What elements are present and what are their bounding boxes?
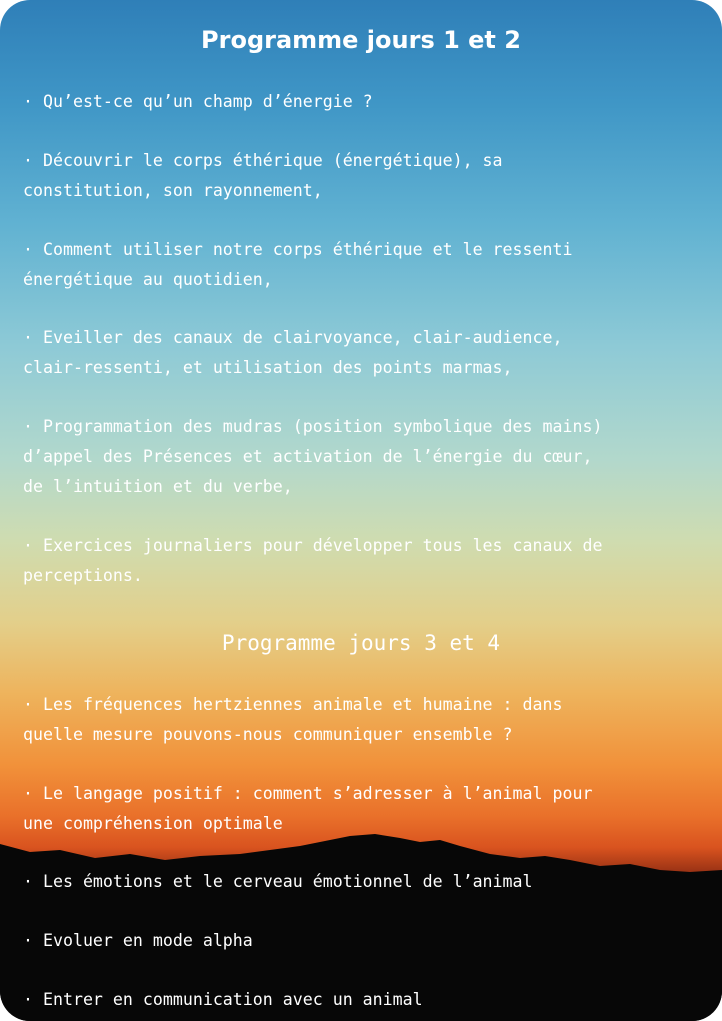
section1-item-2 bbox=[23, 146, 703, 206]
item-line: constitution, son rayonnement, bbox=[23, 181, 323, 200]
section2-title: Programme jours 3 et 4 bbox=[221, 631, 501, 655]
section2-item-4 bbox=[23, 926, 703, 956]
item-line: · Le langage positif : comment s’adresser à l’animal pour bbox=[23, 784, 593, 803]
item-line: perceptions. bbox=[23, 566, 143, 585]
item-line: quelle mesure pouvons-nous communiquer ensemble ? bbox=[23, 725, 513, 744]
item-line: une compréhension optimale bbox=[23, 814, 283, 833]
section1-item-6 bbox=[23, 531, 703, 591]
section2-item-5 bbox=[23, 985, 703, 1015]
item-line: · Qu’est-ce qu’un champ d’énergie ? bbox=[23, 92, 373, 111]
item-line: · Exercices journaliers pour développer tous les canaux de bbox=[23, 536, 603, 555]
section2-item-3 bbox=[23, 867, 703, 897]
item-line: clair-ressenti, et utilisation des points marmas, bbox=[23, 358, 513, 377]
section1-item-5 bbox=[23, 412, 703, 502]
section1-item-4 bbox=[23, 323, 703, 383]
section2-item-1 bbox=[23, 690, 703, 750]
item-line: de l’intuition et du verbe, bbox=[23, 477, 293, 496]
item-line: · Les émotions et le cerveau émotionnel de l’animal bbox=[23, 872, 533, 891]
item-line: · Evoluer en mode alpha bbox=[23, 931, 253, 950]
item-line: · Les fréquences hertziennes animale et humaine : dans bbox=[23, 695, 563, 714]
item-line: énergétique au quotidien, bbox=[23, 270, 273, 289]
item-line: · Entrer en communication avec un animal bbox=[23, 990, 423, 1009]
section1-item-1 bbox=[23, 87, 703, 117]
item-line: · Programmation des mudras (position symbolique des mains) bbox=[23, 417, 603, 436]
section2-item-2 bbox=[23, 779, 703, 839]
section1-title: Programme jours 1 et 2 bbox=[201, 26, 521, 54]
item-line: · Découvrir le corps éthérique (énergétique), sa bbox=[23, 151, 503, 170]
item-line: d’appel des Présences et activation de l’énergie du cœur, bbox=[23, 447, 593, 466]
section1-item-3 bbox=[23, 235, 703, 295]
item-line: · Eveiller des canaux de clairvoyance, clair-audience, bbox=[23, 328, 563, 347]
item-line: · Comment utiliser notre corps éthérique et le ressenti bbox=[23, 240, 573, 259]
